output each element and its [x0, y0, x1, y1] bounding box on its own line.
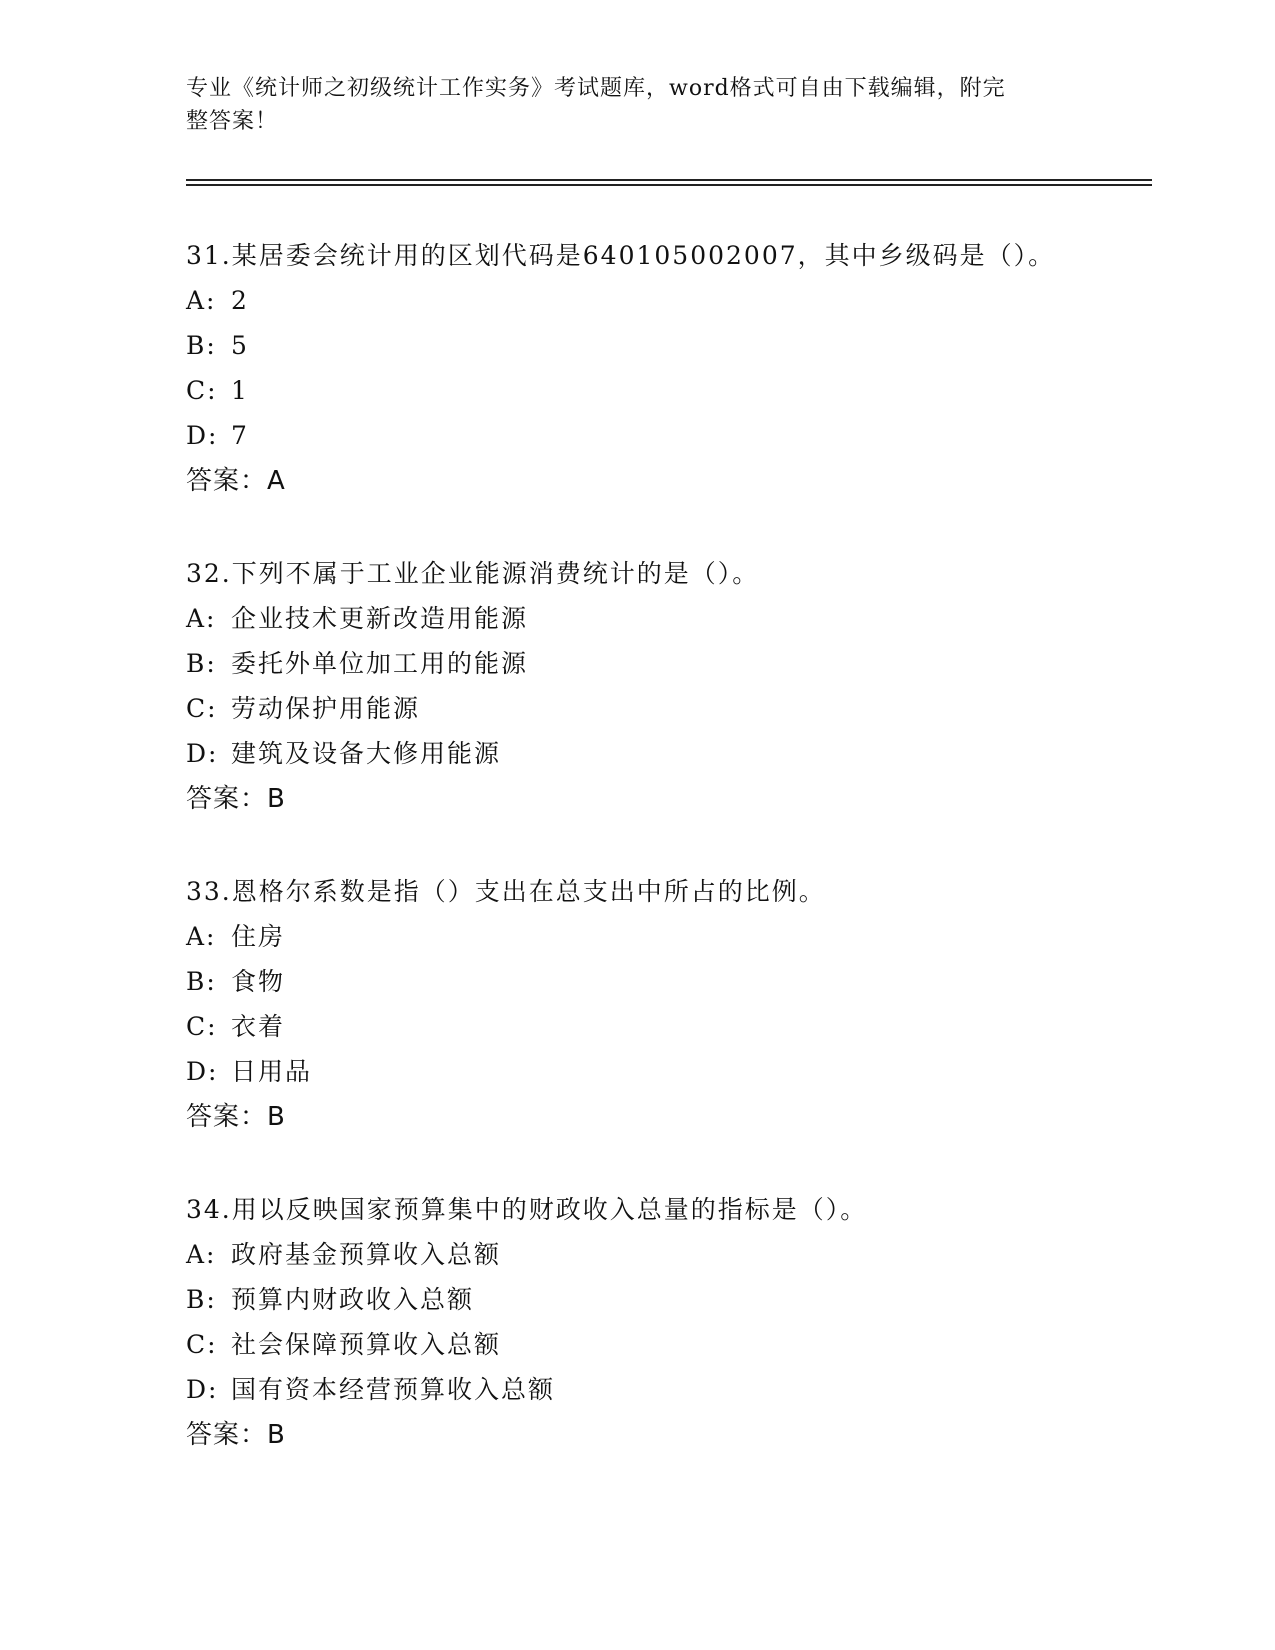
question-32 — [186, 558, 1152, 828]
option-key: B: — [186, 331, 217, 360]
header-divider-bottom — [186, 184, 1152, 186]
option-a — [186, 285, 1152, 330]
option-key: B: — [186, 967, 217, 996]
option-d — [186, 1374, 1152, 1419]
option-text: 预算内财政收入总额 — [231, 1285, 475, 1314]
option-a — [186, 603, 1152, 648]
question-34 — [186, 1194, 1152, 1464]
header-intro-line-1: 专业《统计师之初级统计工作实务》考试题库，word格式可自由下载编辑，附完 — [186, 76, 1006, 101]
option-c — [186, 693, 1152, 738]
option-b — [186, 330, 1152, 375]
document-header — [186, 72, 1066, 138]
question-stem: 34.用以反映国家预算集中的财政收入总量的指标是（）。 — [186, 1195, 868, 1224]
option-text: 5 — [231, 331, 249, 360]
option-d — [186, 420, 1152, 465]
option-c — [186, 1329, 1152, 1374]
option-b — [186, 648, 1152, 693]
option-text: 住房 — [231, 922, 286, 951]
option-text: 政府基金预算收入总额 — [231, 1240, 502, 1269]
option-text: 建筑及设备大修用能源 — [231, 739, 502, 768]
option-d — [186, 1056, 1152, 1101]
answer-line: 答案：B — [186, 1102, 286, 1132]
option-text: 国有资本经营预算收入总额 — [231, 1375, 556, 1404]
option-key: A: — [186, 1240, 217, 1269]
option-b — [186, 1284, 1152, 1329]
option-key: B: — [186, 649, 217, 678]
question-33 — [186, 876, 1152, 1146]
option-text: 1 — [231, 376, 249, 405]
option-text: 食物 — [231, 967, 286, 996]
option-text: 2 — [231, 286, 249, 315]
header-intro-line-2: 整答案！ — [186, 109, 279, 134]
question-31 — [186, 240, 1152, 510]
question-stem: 33.恩格尔系数是指（）支出在总支出中所占的比例。 — [186, 877, 826, 906]
header-divider-top — [186, 179, 1152, 181]
option-key: D: — [186, 1057, 219, 1086]
option-text: 企业技术更新改造用能源 — [231, 604, 529, 633]
option-text: 劳动保护用能源 — [231, 694, 421, 723]
option-key: A: — [186, 922, 217, 951]
option-key: D: — [186, 1375, 219, 1404]
option-text: 社会保障预算收入总额 — [231, 1330, 502, 1359]
option-text: 委托外单位加工用的能源 — [231, 649, 529, 678]
option-key: D: — [186, 421, 219, 450]
option-key: B: — [186, 1285, 217, 1314]
answer-line: 答案：B — [186, 784, 286, 814]
question-stem: 32.下列不属于工业企业能源消费统计的是（）。 — [186, 559, 760, 588]
option-c — [186, 1011, 1152, 1056]
option-text: 7 — [231, 421, 249, 450]
answer-line: 答案：B — [186, 1420, 286, 1450]
question-stem: 31.某居委会统计用的区划代码是640105002007，其中乡级码是（）。 — [186, 241, 1056, 270]
option-key: A: — [186, 286, 217, 315]
option-b — [186, 966, 1152, 1011]
option-text: 日用品 — [231, 1057, 313, 1086]
option-d — [186, 738, 1152, 783]
option-key: C: — [186, 694, 218, 723]
option-a — [186, 1239, 1152, 1284]
option-key: D: — [186, 739, 219, 768]
option-c — [186, 375, 1152, 420]
answer-line: 答案：A — [186, 466, 286, 496]
option-a — [186, 921, 1152, 966]
option-key: C: — [186, 1330, 218, 1359]
option-key: C: — [186, 1012, 218, 1041]
option-text: 衣着 — [231, 1012, 286, 1041]
option-key: A: — [186, 604, 217, 633]
option-key: C: — [186, 376, 218, 405]
